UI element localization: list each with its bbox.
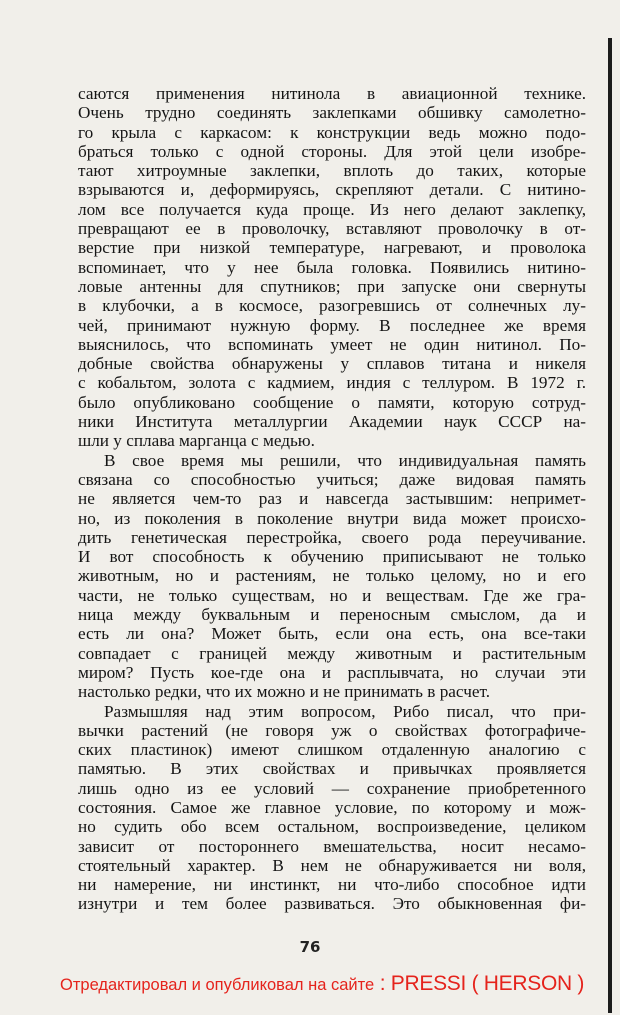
text-line: В свое время мы решили, что индивидуальная память — [104, 450, 586, 470]
text-line: браться только с одной стороны. Для этой цели изобре- — [78, 141, 586, 161]
text-line: ни намерение, ни инстинкт, ни что-либо способное идти — [78, 875, 586, 895]
text-line: лом все получается куда проще. Из него делают заклепку, — [78, 199, 586, 219]
watermark — [60, 972, 584, 996]
text-line: ских пластинок) имеют слишком отдаленную аналогию с — [78, 740, 586, 760]
text-line: миром? Пусть кое-где она и расплывчата, но случаи эти — [78, 662, 586, 682]
text-line: дить генетическая перестройка, своего рода переучивание. — [78, 527, 586, 547]
text-line: памятью. В этих свойствах и привычках проявляется — [78, 759, 586, 779]
page-edge-shadow — [608, 38, 612, 1013]
text-line: чей, принимают нужную форму. В последнее же время — [78, 315, 586, 335]
text-line: ница между буквальным и переносным смыслом, да и — [78, 605, 586, 625]
text-line: состояния. Самое же главное условие, по которому и мож- — [78, 797, 586, 817]
text-line: превращают ее в проволочку, вставляют проволочку в от- — [78, 219, 586, 239]
text-line: вспоминает, что у нее была головка. Появились нитино- — [78, 257, 586, 277]
text-line: стоятельный характер. В нем не обнаруживается ни воля, — [78, 855, 586, 875]
text-line: есть ли она? Может быть, если она есть, она все-таки — [78, 624, 586, 644]
text-line: части, не только существам, но и веществам. Где же гра- — [78, 585, 586, 605]
text-line: выяснилось, что вспоминать умеет не один нитинол. По- — [78, 334, 586, 354]
text-line: ловые антенны для спутников; при запуске они свернуты — [78, 276, 586, 296]
text-line: И вот способность к обучению приписывают не только — [78, 547, 586, 567]
body-text — [78, 84, 586, 914]
text-line: зависит от постороннего вмешательства, носит несамо- — [78, 836, 586, 856]
text-line: не является чем-то раз и навсегда застывшим: непримет- — [78, 489, 586, 509]
text-line: го крыла с каркасом: к конструкции ведь можно подо- — [78, 122, 586, 142]
text-line: но, из поколения в поколение внутри вида может происхо- — [78, 508, 586, 528]
text-line: в клубочки, а в космосе, разогревшись от солнечных лу- — [78, 296, 586, 316]
text-line: но судить обо всем остальном, воспроизведение, целиком — [78, 817, 586, 837]
watermark-site: : PRESSI ( HERSON ) — [374, 972, 585, 995]
text-line: Очень трудно соединять заклепками обшивку самолетно- — [78, 103, 586, 123]
text-line: было опубликовано сообщение о памяти, которую сотруд- — [78, 392, 586, 412]
text-line: ники Института металлургии Академии наук СССР на- — [78, 412, 586, 432]
text-line: добные свойства обнаружены у сплавов титана и никеля — [78, 354, 586, 374]
text-line: изнутри и тем более развиваться. Это обыкновенная фи- — [78, 894, 586, 914]
text-line: верстие при низкой температуре, нагревают, и проволока — [78, 238, 586, 258]
text-line: настолько редки, что их можно и не принимать в расчет. — [78, 682, 490, 702]
watermark-text: Отредактировал и опубликовал на сайте — [60, 976, 375, 994]
text-line: с кобальтом, золота с кадмием, индия с теллуром. В 1972 г. — [78, 373, 586, 393]
text-line: вычки растений (не говоря уж о свойствах фотографиче- — [78, 720, 586, 740]
text-line: совпадает с границей между животным и растительным — [78, 643, 586, 663]
text-line: взрываются и, деформируясь, скрепляют детали. С нитино- — [78, 180, 586, 200]
page-number: 76 — [299, 938, 321, 956]
text-line: Размышляя над этим вопросом, Рибо писал, что при- — [104, 701, 586, 721]
text-line: лишь одно из ее условий — сохранение приобретенного — [78, 778, 586, 798]
text-line: шли у сплава марганца с медью. — [78, 431, 315, 451]
text-line: связана со способностью учиться; даже видовая память — [78, 469, 586, 489]
text-line: саются применения нитинола в авиационной технике. — [78, 84, 586, 103]
text-line: животным, но и растениям, не только целому, но и его — [78, 566, 586, 586]
text-line: тают хитроумные заклепки, вплоть до таких, которые — [78, 161, 586, 181]
